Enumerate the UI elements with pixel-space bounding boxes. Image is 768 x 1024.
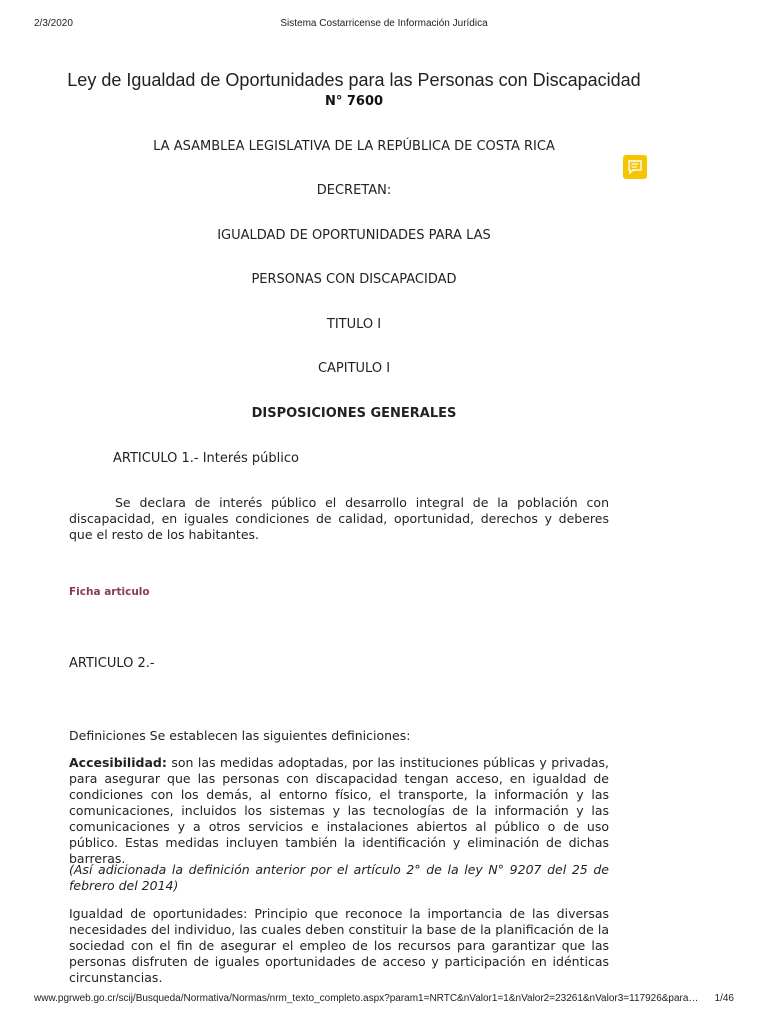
titulo-line: TITULO I (326, 317, 382, 332)
igualdad-definition: Igualdad de oportunidades: Principio que reconoce la importancia de las diversas necesidades del individuo, las cuales deben constituir la base de la planificación de la sociedad con el fin de asegurar el empleo de los recursos para garantizar que las personas disfruten de iguales oportunidades de acceso y participación en idénticas circunstancias. (69, 906, 609, 985)
comment-icon[interactable] (623, 155, 647, 179)
decretan-line: DECRETAN: (316, 183, 392, 198)
heading-line-1: IGUALDAD DE OPORTUNIDADES PARA LAS (217, 228, 491, 243)
print-footer (34, 993, 734, 1007)
page-url: www.pgrweb.go.cr/scij/Busqueda/Normativa/Normas/nrm_texto_completo.aspx?param1=NRTC&nValor1=1&nValor2=23261&nValor3=117926&para… (34, 993, 699, 1004)
heading-line-2: PERSONAS CON DISCAPACIDAD (251, 272, 457, 287)
amendment-note: (Así adicionada la definición anterior por el artículo 2° de la ley N° 9207 del 25 de febrero del 2014) (69, 862, 609, 893)
ficha-articulo-link[interactable]: Ficha articulo (69, 586, 150, 598)
assembly-line: LA ASAMBLEA LEGISLATIVA DE LA REPÚBLICA DE COSTA RICA (153, 139, 555, 154)
page-number: 1/46 (714, 993, 734, 1004)
law-number: N° 7600 (324, 94, 384, 109)
print-date: 2/3/2020 (34, 18, 73, 29)
article-1-text: Se declara de interés público el desarrollo integral de la población con discapacidad, en iguales condiciones de calidad, oportunidad, derechos y deberes que el resto de los habitantes. (69, 495, 609, 542)
article-2-heading: ARTICULO 2.- (69, 656, 155, 671)
law-title: Ley de Igualdad de Oportunidades para las Personas con Discapacidad (67, 70, 641, 90)
article-1-heading: ARTICULO 1.- Interés público (113, 451, 299, 466)
accesibilidad-text: son las medidas adoptadas, por las instituciones públicas y privadas, para asegurar que las personas con discapacidad tengan acceso, en igualdad de condiciones con los demás, al entorno físico, el transporte, la información y las comunicaciones, incluidos los sistemas y las tecnologías de la información y las comunicaciones y a otros servicios e instalaciones abiertos al público o de uso público. Estas medidas incluyen también la identificación y eliminación de dichas barreras. (69, 755, 609, 866)
disposiciones-heading: DISPOSICIONES GENERALES (251, 406, 457, 421)
definitions-intro: Definiciones Se establecen las siguientes definiciones: (69, 728, 411, 743)
accesibilidad-definition (69, 755, 609, 867)
site-name: Sistema Costarricense de Información Jurídica (280, 18, 488, 29)
capitulo-line: CAPITULO I (317, 361, 391, 376)
accesibilidad-term: Accesibilidad: (69, 755, 167, 770)
